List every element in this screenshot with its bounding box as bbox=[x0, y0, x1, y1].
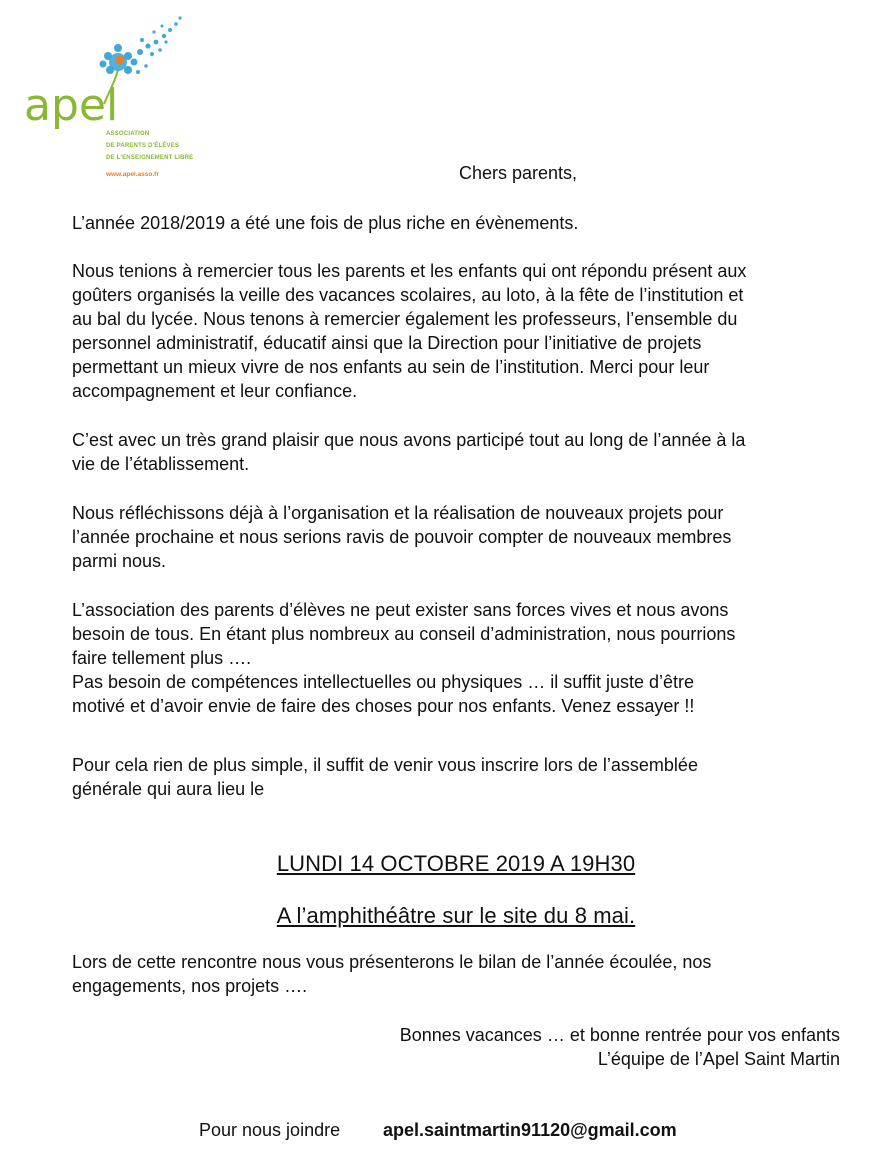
logo-url: www.apel.asso.fr bbox=[106, 171, 159, 178]
contact-label: Pour nous joindre bbox=[199, 1120, 341, 1140]
closing-line-1: Bonnes vacances … et bonne rentrée pour vos enfants bbox=[399, 1025, 840, 1045]
paragraph-line: au bal du lycée. Nous tenons à remercier également les professeurs, l’ensemble du bbox=[72, 309, 738, 329]
paragraph-line: permettant un mieux vivre de nos enfants au sein de l’institution. Merci pour leur bbox=[72, 357, 710, 377]
paragraph-line: Pas besoin de compétences intellectuelles ou physiques … il suffit juste d’être bbox=[72, 672, 695, 692]
paragraph-line: Pour cela rien de plus simple, il suffit de venir vous inscrire lors de l’assemblée bbox=[72, 755, 698, 775]
paragraph-line: Nous réfléchissons déjà à l’organisation et la réalisation de nouveaux projets pour bbox=[72, 503, 724, 523]
event-place: A l’amphithéâtre sur le site du 8 mai. bbox=[276, 903, 636, 928]
contact-email-link[interactable]: apel.saintmartin91120@gmail.com bbox=[383, 1120, 677, 1140]
paragraph-line: goûters organisés la veille des vacances scolaires, au loto, à la fête de l’institution et bbox=[72, 285, 744, 305]
paragraph-line: accompagnement et leur confiance. bbox=[72, 381, 358, 401]
logo-line-1: ASSOCIATION bbox=[106, 131, 150, 137]
apel-logo bbox=[18, 12, 218, 187]
paragraph-line: Nous tenions à remercier tous les parents et les enfants qui ont répondu présent aux bbox=[72, 261, 747, 281]
paragraph-line: L’association des parents d’élèves ne peut exister sans forces vives et nous avons bbox=[72, 600, 729, 620]
paragraph-line: l’année prochaine et nous serions ravis de pouvoir compter de nouveaux membres bbox=[72, 527, 732, 547]
logo-line-2: DE PARENTS D'ÉLÈVES bbox=[106, 143, 180, 149]
paragraph-line: L’année 2018/2019 a été une fois de plus riche en évènements. bbox=[72, 213, 579, 233]
paragraph-line: besoin de tous. En étant plus nombreux au conseil d’administration, nous pourrions bbox=[72, 624, 736, 644]
paragraph-line: vie de l’établissement. bbox=[72, 454, 250, 474]
logo-line-3: DE L'ENSEIGNEMENT LIBRE bbox=[106, 155, 194, 161]
paragraph-line: faire tellement plus …. bbox=[72, 648, 252, 668]
paragraph-line: engagements, nos projets …. bbox=[72, 976, 308, 996]
closing-signature: L’équipe de l’Apel Saint Martin bbox=[597, 1049, 840, 1069]
paragraph-line: parmi nous. bbox=[72, 551, 167, 571]
greeting: Chers parents, bbox=[459, 163, 578, 183]
logo-wordmark: apel bbox=[24, 80, 119, 131]
paragraph-line: personnel administratif, éducatif ainsi que la Direction pour l’initiative de projets bbox=[72, 333, 702, 353]
event-date: LUNDI 14 OCTOBRE 2019 A 19H30 bbox=[276, 851, 636, 876]
paragraph-line: générale qui aura lieu le bbox=[72, 779, 265, 799]
paragraph-line: Lors de cette rencontre nous vous présenterons le bilan de l’année écoulée, nos bbox=[72, 952, 712, 972]
paragraph-line: motivé et d’avoir envie de faire des choses pour nos enfants. Venez essayer !! bbox=[72, 696, 695, 716]
paragraph-line: C’est avec un très grand plaisir que nous avons participé tout au long de l’année à la bbox=[72, 430, 746, 450]
